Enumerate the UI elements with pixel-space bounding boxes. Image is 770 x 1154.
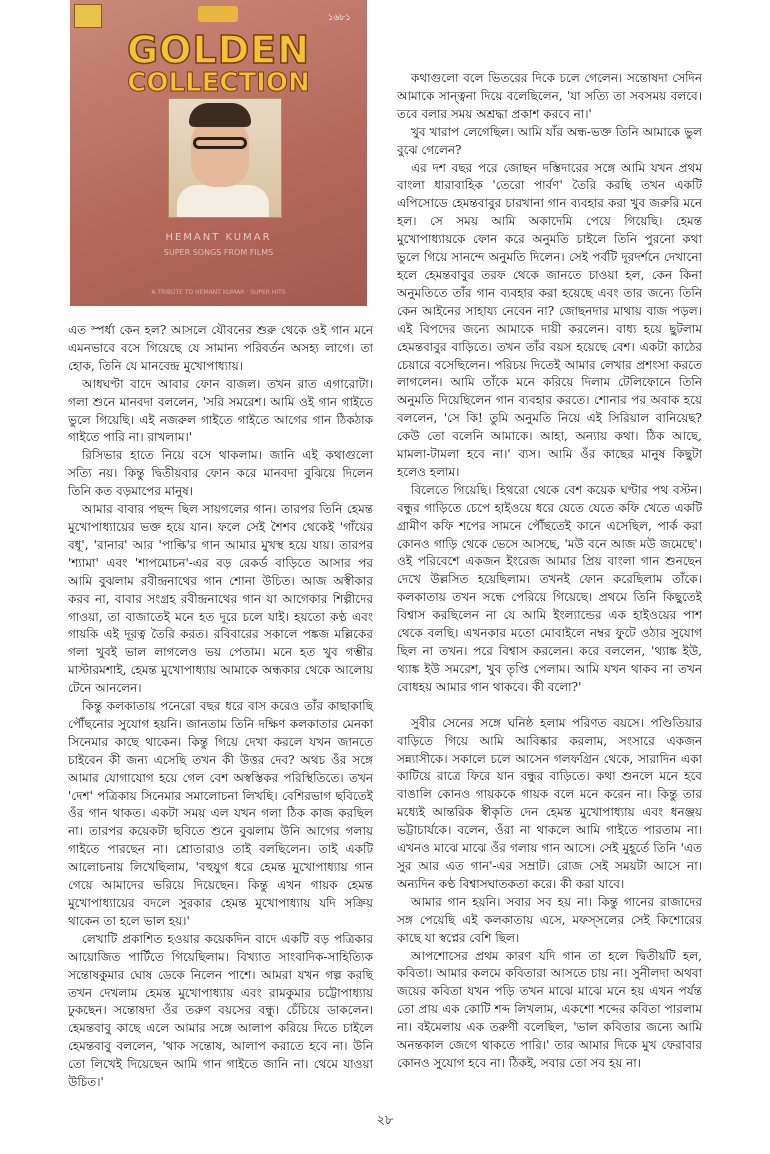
left-column xyxy=(68,322,373,1092)
cover-title-golden: GOLDEN xyxy=(126,28,310,72)
catalogue-number: ১৬৮১ xyxy=(327,13,351,23)
paragraph: লেখাটি প্রকাশিত হওয়ার কয়েকদিন বাদে একটি বড় পত্রিকার আয়োজিত পার্টিতে গিয়েছিলাম। বিখ্যাত সাংবাদিক-সাহিত্যিক সন্তোষকুমার ঘোষ ডেকে নিলেন পাশে। আমরা যখন গল্প করছি তখন দেখলাম হেমন্ত মুখোপাধ্যায় এবং রামকুমার চট্টোপাধ্যায় ঢুকছেন। সন্তোষদা ওঁর তরুণ বয়সের বন্ধু। চেঁচিয়ে ডাকলেন। হেমন্তবাবু কাছে এলে আমার সঙ্গে আলাপ করিয়ে দিতে চাইলে হেমন্তবাবু বললেন, 'থাক সন্তোষ, আলাপ করাতে হবে না। উনি তো লিখেই দিয়েছেন আমি গান গাইতে জানি না। থেমে যাওয়া উচিত।' xyxy=(68,931,373,1090)
paragraph: আধঘণ্টা বাদে আবার ফোন বাজল। তখন রাত এগারোটা। গলা শুনে মানবদা বললেন, 'সরি সমরেশ। আমি ওই গান গাইতে ভুলে গিয়েছি। এই নজরুল গাইতে গাইতে আগের গান ঠিকঠাক গাইতে পারি না। রাখলাম।' xyxy=(68,376,373,445)
paragraph: বিলেতে গিয়েছি। হিথরো থেকে বেশ কয়েক ঘণ্টার পথ বস্টন। বন্ধুর গাড়িতে চেপে হাইওয়ে ধরে যেতে যেতে কফি খেতে একটি গ্রামীণ কফি শপের সামনে পৌঁছতেই কানে এসেছিল, পার্ক করা কোনও গাড়ি থেকে ভেসে আসছে, 'মউ বনে আজ মউ জমেছে'। ওই পরিবেশে একজন ইংরেজ আমার প্রিয় বাংলা গান শুনছেন দেখে উল্লসিত হয়েছিলাম। তখনই ফোন করেছিলাম তাঁকে। কলকাতায় তখন সন্ধে পেরিয়ে গিয়েছে। প্রথমে তিনি কিছুতেই বিশ্বাস করছিলেন না যে আমি ইংল্যান্ডের এক হাইওয়ের পাশ থেকে বলছি। এখনকার মতো মোবাইলে নম্বর ফুটে ওঠার সুযোগ ছিল না তখন। পরে বিশ্বাস করলেন। করে বললেন, 'থ্যাঙ্ক ইউ, থ্যাঙ্ক ইউ সমরেশ, খুব তৃপ্তি পেলাম। আমি যখন থাকব না তখন বোধহয় আমার গান থাকবে। কী বলো?' xyxy=(397,482,702,694)
label-logo xyxy=(74,4,102,28)
paragraph: কিন্তু কলকাতায় পনেরো বছর ধরে বাস করেও তাঁর কাছাকাছি পৌঁছনোর সুযোগ হয়নি। জানতাম তিনি দক্ষিণ কলকাতার মেনকা সিনেমার কাছে থাকেন। কিন্তু গিয়ে দেখা করলে যখন জানতে চাইবেন কী জন্য এসেছি তখন কী উত্তর দেব? অথচ ওঁর সঙ্গে আমার যোগাযোগ হয়ে গেল বেশ অস্বস্তিকর পরিস্থিতিতে। তখন 'দেশ' পত্রিকায় সিনেমার সমালোচনা লিখছি। বেশিরভাগ ছবিতেই ওঁর গান থাকত। একটা সময় এল যখন গলা ঠিক কাজ করছিল না। তারপর কয়েকটা ছবিতে শুনে বুঝলাম উনি আগের গলায় গাইতে পারছেন না। শ্রোতারাও তাই বলছিলেন। তাই একটি আলোচনায় লিখেছিলাম, 'বহুযুগ ধরে হেমন্ত মুখোপাধ্যায় গান গেয়ে আমাদের ভরিয়ে দিয়েছেন। কিন্তু এখন গায়ক হেমন্ত মুখোপাধ্যায়ের বদলে সুরকার হেমন্ত মুখোপাধ্যায় যদি সক্রিয় থাকেন তা হলে ভাল হয়।' xyxy=(68,699,373,928)
section-break xyxy=(397,697,702,715)
crown-icon xyxy=(198,6,238,22)
page-number: ২৮ xyxy=(376,1113,394,1128)
paragraph: আপশোসের প্রথম কারণ যদি গান তা হলে দ্বিতীয়টি হল, কবিতা। আমার কলমে কবিতারা আসতে চায় না। সুনীলদা অথবা জয়ের কবিতা যখন পড়ি তখন মাঝে মাঝে মনে হয় এখন পর্যন্ত তো প্রায় এক কোটি শব্দ লিখলাম, একশো শব্দের কবিতা পারলাম না। বইমেলায় এক তরুণী বলেছিল, 'ভাল কবিতার জন্যে আমি অনন্তকাল জেগে থাকতে পারি।' তার আমার দিকে মুখ ফেরাবার কোনও সুযোগ হবে না। ঠিকই, সবার তো সব হয় না। xyxy=(397,948,702,1070)
paragraph: খুব খারাপ লেগেছিল। আমি যাঁর অন্ধ-ভক্ত তিনি আমাকে ভুল বুঝে গেলেন? xyxy=(397,124,702,157)
cover-subtitle: SUPER SONGS FROM FILMS xyxy=(163,248,274,257)
paragraph: এর দশ বছর পরে জোছন দস্তিদারের সঙ্গে আমি যখন প্রথম বাংলা ধারাবাহিক 'তেরো পার্বণ' তৈরি করছি তখন একটি এপিসোডে হেমন্তবাবুর চারখানা গান ব্যবহার করা খুব জরুরি মনে হল। সে সময় আমি অকাদেমি পেয়ে গিয়েছি। হেমন্ত মুখোপাধ্যায়কে ফোন করে অনুমতি চাইলে তিনি পুরনো কথা ভুলে গিয়ে সানন্দে অনুমতি দিলেন। সেই পর্বটি দূরদর্শনে দেখানো হলে হেমন্তবাবুর তরফ থেকে জানতে চাওয়া হল, কেন কিনা অনুমতিতে তাঁর গান ব্যবহার করা হয়েছে এবং তার জন্যে তিনি কেন আইনের সাহায্য নেবেন না? জোছনদার মাথায় বাজ পড়ল। এই বিপদের জন্যে আমাকে দায়ী করলেন। বাধ্য হয়ে ছুটলাম হেমন্তবাবুর বাড়িতে। তখন তাঁর বয়স হয়েছে বেশ। একটা কাঠের চেয়ারে বসেছিলেন। পরিচয় দিতেই আমার লেখার প্রশংসা করতে লাগলেন। আমি তাঁকে মনে করিয়ে দিলাম টেলিফোনে তিনি অনুমতি দিয়েছিলেন গান ব্যবহার করতে। শোনার পর অবাক হয়ে বললেন, 'সে কি! তুমি অনুমতি নিয়ে এই সিরিয়াল বানিয়েছ? কেউ তো বলেনি আমাকে। আহা, অন্যায় কথা। ঠিক আছে, মামলা-টামলা হবে না।' ব্যস। আমি ওঁর কাছের মানুষ কিছুটা হলেও হলাম। xyxy=(397,160,702,479)
cover-title-collection: COLLECTION xyxy=(127,68,310,98)
cover-artist-name: HEMANT KUMAR xyxy=(165,232,272,243)
paragraph: আমার বাবার পছন্দ ছিল সায়গলের গান। তারপর তিনি হেমন্ত মুখোপাধ্যায়ের ভক্ত হয়ে যান। ফলে সেই শৈশব থেকেই 'গাঁয়ের বধূ', 'রানার' আর 'পাল্কি'র গান আমার মুখস্থ হয়ে যায়। তারপর 'শ্যামা' এবং 'শাপমোচন'-এর বড় রেকর্ড বাড়িতে আসার পর আমি বুঝলাম রবীন্দ্রনাথের গান শোনা উচিত। আজ অস্বীকার করব না, বাবার সংগ্রহ রবীন্দ্রনাথের গান যা আগেকার শিল্পীদের গাওয়া, তা বাজাতেই মনে হত দূরে চলে যাই। হয়তো কণ্ঠ এবং গায়কি এই দূরত্ব তৈরি করত। রবিবারের সকালে পঙ্কজ মল্লিকের গলা খুবই ভাল লাগলেও ভয় পেতাম। মনে হত খুব গম্ভীর মাস্টারমশাই, হেমন্ত মুখোপাধ্যায় আমাকে অন্ধকার থেকে আলোয় টেনে আনলেন। xyxy=(68,502,373,696)
cover-footer: A TRIBUTE TO HEMANT KUMAR · SUPER HITS xyxy=(151,289,286,296)
paragraph: সুবীর সেনের সঙ্গে ঘনিষ্ঠ হলাম পরিণত বয়সে। পণ্ডিতিয়ার বাড়িতে গিয়ে আমি আবিষ্কার করলাম, সংসারে একজন সন্ন্যাসীকে। সকালে চলে আসেন গলফগ্রিন থেকে, সারাদিন একা কাটিয়ে রাত্রে ফিরে যান বন্ধুর বাড়িতে। কথা শুনলে মনে হবে বাঙালি কোনও গায়ককে গায়ক বলে মনে করেন না। কিন্তু তার মধ্যেই আন্তরিক স্বীকৃতি দেন হেমন্ত মুখোপাধ্যায় এবং ধনঞ্জয় ভট্টাচার্যকে। বলেন, ওঁরা না থাকলে আমি গাইতে পারতাম না। এখনও মাঝে মাঝে ওঁর গলায় গান আসে। সেই মুহূর্তে তিনি 'এত সুর আর এত গান'-এর সম্রাট। রোজ সেই সময়টা আসে না। অন্যদিন কণ্ঠ বিশ্বাসঘাতকতা করে। কী করা যাবে। xyxy=(397,715,702,891)
paragraph: আমার গান হয়নি। সবার সব হয় না। কিন্তু গানের রাজাদের সঙ্গ পেয়েছি এই কলকাতায় এসে, মফস্সলের সেই কিশোরের কাছে যা স্বপ্নের বেশি ছিল। xyxy=(397,894,702,945)
paragraph: কথাগুলো বলে ভিতরের দিকে চলে গেলেন। সন্তোষদা সেদিন আমাকে সান্ত্বনা দিয়ে বলেছিলেন, 'যা সত্যি তা সবসময় বলবে। তবে বলার সময় অশ্রদ্ধা প্রকাশ করবে না।' xyxy=(397,71,702,121)
right-column xyxy=(397,70,702,1073)
paragraph: রিসিভার হাতে নিয়ে বসে থাকলাম। জানি এই কথাগুলো সত্যি নয়। কিন্তু দ্বিতীয়বার ফোন করে মানবদা বুঝিয়ে দিলেন তিনি কত বড়মাপের মানুষ। xyxy=(68,448,373,499)
album-cover xyxy=(70,0,367,306)
artist-portrait xyxy=(168,98,282,218)
paragraph: এত স্পর্ধা কেন হল? আসলে যৌবনের শুরু থেকে ওই গান মনে এমনভাবে বসে গিয়েছে যে সামান্য পরিবর্তন অসহ্য লাগে। তা হোক, তিনি যে মানবেন্দ্র মুখোপাধ্যায়। xyxy=(68,323,373,373)
